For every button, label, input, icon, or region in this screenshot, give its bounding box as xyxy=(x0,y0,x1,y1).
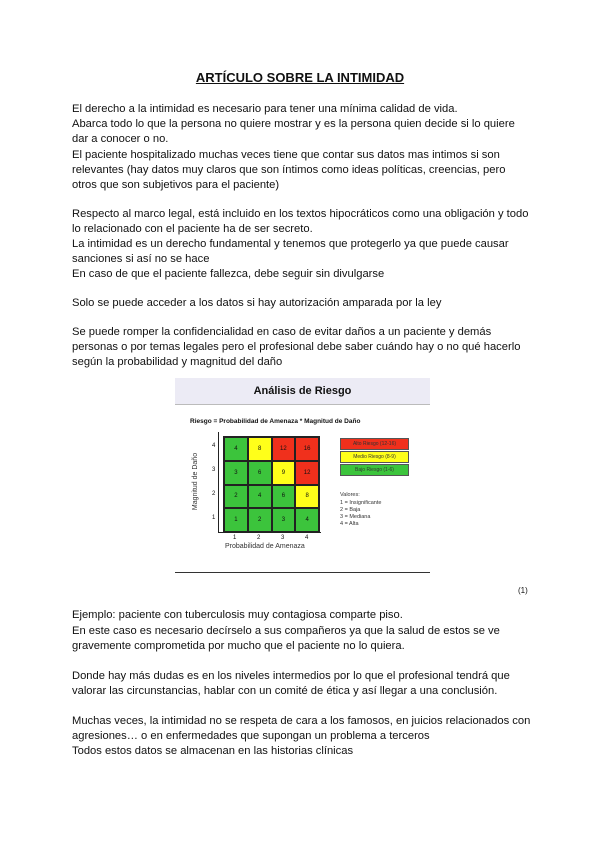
y-tick-label: 1 xyxy=(212,515,216,521)
matrix-cell: 6 xyxy=(272,485,296,509)
x-axis-title: Probabilidad de Amenaza xyxy=(225,543,305,550)
paragraph-line: Solo se puede acceder a los datos si hay autorización amparada por la ley xyxy=(72,297,442,309)
paragraph-line: Respecto al marco legal, está incluido en los textos hipocráticos como una obligación y todo xyxy=(72,208,529,220)
matrix-cell: 3 xyxy=(272,508,296,532)
value-item: 1 = Insignificante xyxy=(340,500,382,506)
paragraph-line: Ejemplo: paciente con tuberculosis muy contagiosa comparte piso. xyxy=(72,609,403,621)
matrix-cell: 2 xyxy=(224,485,248,509)
legend-item: Medio Riesgo (8-9) xyxy=(340,451,409,463)
matrix-cell: 16 xyxy=(295,437,319,461)
matrix-cell: 9 xyxy=(272,461,296,485)
paragraph-line: agresiones… o en enfermedades que supongan un problema a terceros xyxy=(72,730,430,742)
paragraph-line: dar a conocer o no. xyxy=(72,133,169,145)
paragraph-line: Todos estos datos se almacenan en las historias clínicas xyxy=(72,745,354,757)
paragraph-line: sanciones si así no se hace xyxy=(72,253,210,265)
paragraph-line: Abarca todo lo que la persona no quiere mostrar y es la persona quien decide si lo quiere xyxy=(72,118,515,130)
value-item: 4 = Alta xyxy=(340,521,359,527)
y-axis xyxy=(218,432,219,533)
matrix-cell: 2 xyxy=(248,508,272,532)
risk-matrix xyxy=(223,436,320,533)
matrix-cell: 4 xyxy=(248,485,272,509)
paragraph-line: El derecho a la intimidad es necesario para tener una mínima calidad de vida. xyxy=(72,103,458,115)
paragraph-line: lo relacionado con el paciente ha de ser secreto. xyxy=(72,223,313,235)
x-tick-label: 2 xyxy=(257,535,261,541)
paragraph-line: En caso de que el paciente fallezca, debe seguir sin divulgarse xyxy=(72,268,385,280)
y-axis-title: Magnitud de Daño xyxy=(192,452,200,511)
paragraph-line: según la probabilidad y magnitud del daño xyxy=(72,356,283,368)
y-tick-label: 4 xyxy=(212,443,216,449)
paragraph-line: personas o por temas legales pero el profesional debe saber cuándo hay o no qué hacerlo xyxy=(72,341,521,353)
paragraph-line: valorar las circunstancias, hablar con un comité de ética y así llegar a una conclusión. xyxy=(72,685,498,697)
matrix-cell: 6 xyxy=(248,461,272,485)
matrix-cell: 1 xyxy=(224,508,248,532)
matrix-cell: 4 xyxy=(224,437,248,461)
x-tick-label: 4 xyxy=(305,535,309,541)
paragraph-line: La intimidad es un derecho fundamental y tenemos que protegerlo ya que puede causar xyxy=(72,238,509,250)
x-tick-label: 3 xyxy=(281,535,285,541)
matrix-cell: 8 xyxy=(295,485,319,509)
paragraph-line: Donde hay más dudas es en los niveles intermedios por lo que el profesional tendrá que xyxy=(72,670,510,682)
paragraph-line: Muchas veces, la intimidad no se respeta de cara a los famosos, en juicios relacionados con xyxy=(72,715,531,727)
paragraph-line: relevantes (hay datos muy claros que son íntimos como ideas políticas, creencias, pero xyxy=(72,164,506,176)
x-tick-label: 1 xyxy=(233,535,237,541)
figure-caption: (1) xyxy=(518,586,528,595)
matrix-cell: 4 xyxy=(295,508,319,532)
legend-item: Alto Riesgo (12-16) xyxy=(340,438,409,450)
y-tick-label: 2 xyxy=(212,491,216,497)
figure-header: Análisis de Riesgo xyxy=(175,378,430,405)
values-title: Valores: xyxy=(340,492,360,498)
legend-item: Bajo Riesgo (1-6) xyxy=(340,464,409,476)
paragraph-line: otros que son subjetivos para el paciente) xyxy=(72,179,280,191)
matrix-cell: 12 xyxy=(272,437,296,461)
matrix-cell: 3 xyxy=(224,461,248,485)
risk-analysis-figure xyxy=(175,378,430,573)
value-item: 2 = Baja xyxy=(340,507,361,513)
paragraph-line: En este caso es necesario decírselo a sus compañeros ya que la salud de estos se ve xyxy=(72,625,500,637)
value-item: 3 = Mediana xyxy=(340,514,371,520)
y-tick-label: 3 xyxy=(212,467,216,473)
page-title: ARTÍCULO SOBRE LA INTIMIDAD xyxy=(195,70,405,85)
paragraph-line: gravemente comprometida por mucho que el paciente no lo quiera. xyxy=(72,640,405,652)
figure-subtitle: Riesgo = Probabilidad de Amenaza * Magnitud de Daño xyxy=(190,418,361,425)
matrix-cell: 12 xyxy=(295,461,319,485)
paragraph-line: Se puede romper la confidencialidad en caso de evitar daños a un paciente y demás xyxy=(72,326,492,338)
paragraph-line: El paciente hospitalizado muchas veces tiene que contar sus datos mas intimos si son xyxy=(72,149,500,161)
matrix-cell: 8 xyxy=(248,437,272,461)
